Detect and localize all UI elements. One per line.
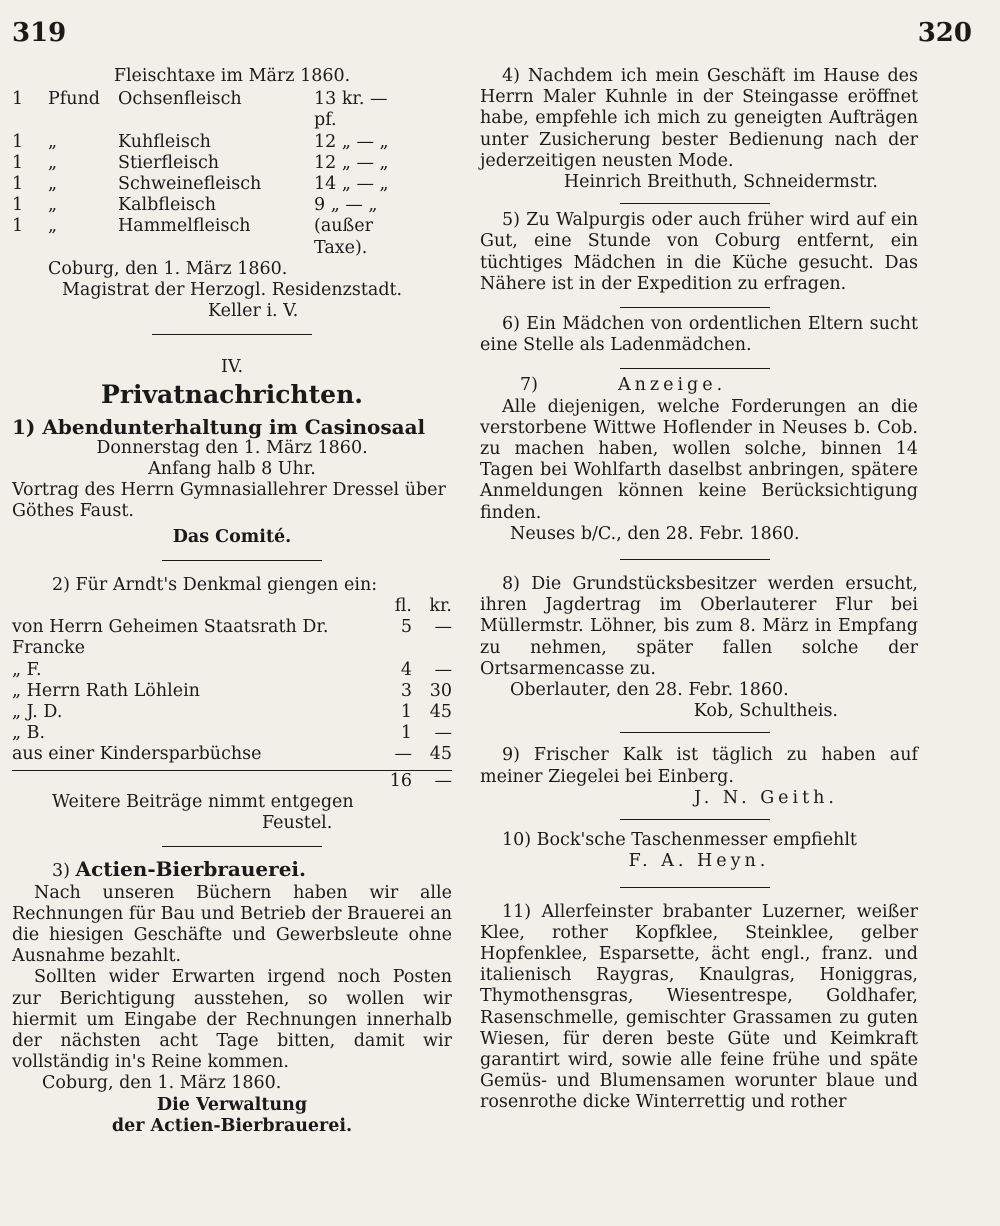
item2-footer: Weitere Beiträge nimmt entgegen	[52, 791, 354, 812]
item8-signer: Kob, Schultheis.	[693, 701, 838, 722]
item1-line1: Vortrag des Herrn Gymnasiallehrer Dressel über	[12, 480, 446, 501]
item3-signer2: der Actien-Bierbrauerei.	[111, 1115, 353, 1136]
right-column	[480, 66, 918, 1114]
fleischtaxe-authority: Magistrat der Herzogl. Residenzstadt.	[62, 280, 403, 301]
item9-signer: J. N. Geith.	[694, 787, 838, 808]
table-row: 1 „ Stierfleisch 12 „ — „	[12, 152, 389, 173]
item1-line2: Göthes Faust.	[12, 501, 134, 522]
item3-date: Coburg, den 1. März 1860.	[42, 1073, 282, 1094]
item6-text: 6) Ein Mädchen von ordentlichen Eltern sucht eine Stelle als Ladenmädchen.	[480, 314, 918, 356]
donation-header: fl. kr.	[394, 596, 452, 617]
item7-date: Neuses b/C., den 28. Febr. 1860.	[510, 523, 800, 544]
table-row: 1 „ Hammelfleisch (außer Taxe).	[12, 216, 373, 258]
item8-date: Oberlauter, den 28. Febr. 1860.	[510, 680, 789, 701]
item1-time: Anfang halb 8 Uhr.	[148, 459, 316, 480]
section-title: Privatnachrichten.	[101, 379, 363, 409]
left-column	[12, 66, 452, 1137]
divider	[620, 732, 770, 733]
item3-signer1: Die Verwaltung	[156, 1094, 308, 1115]
page-number-left: 319	[12, 18, 67, 48]
divider	[620, 368, 770, 369]
list-item: „ J. D. 1 45	[12, 702, 452, 723]
list-item: von Herrn Geheimen Staatsrath Dr. Francke 5 —	[12, 617, 452, 659]
fleischtaxe-date: Coburg, den 1. März 1860.	[48, 258, 288, 279]
divider	[620, 307, 770, 308]
item5-text: 5) Zu Walpurgis oder auch früher wird auf ein Gut, eine Stunde von Coburg entfernt, ein tüchtiges Mädchen in die Küche gesucht. Das Nähere ist in der Expedition zu erfragen.	[480, 210, 918, 294]
item8-text: 8) Die Grundstücksbesitzer werden ersucht, ihren Jagdertrag im Oberlauterer Flur bei Müllermstr. Löhner, bis zum 8. März in Empfang zu nehmen, später fallen solche der Ortsarmencasse zu.	[480, 574, 918, 679]
table-row: 1 „ Schweinefleisch 14 „ — „	[12, 174, 389, 195]
list-item: „ B. 1 —	[12, 723, 452, 744]
fleischtaxe-table	[12, 89, 452, 259]
table-row: 1 Pfund Ochsenfleisch 13 kr. — pf.	[12, 89, 388, 131]
item7-text: Alle diejenigen, welche Forderungen an die verstorbene Wittwe Hoflender in Neuses b. Cob. zu machen haben, wollen solche, binnen 14 Tagen bei Wohlfarth daselbst anbringen, spätere Anmeldungen können keine Berücksichtigung finden.	[480, 396, 918, 523]
divider	[620, 819, 770, 820]
item1-signer: Das Comité.	[172, 526, 292, 547]
item11-text: 11) Allerfeinster brabanter Luzerner, weißer Klee, rother Kopfklee, Steinklee, gelber Hopfenklee, Esparsette, ächt engl., franz. und italienisch Raygras, Knaulgras, Honiggras, Thymothensgras, Wiesentrespe, Goldhafer, Rasenschmelle, gemischter Grassamen zu guten Wiesen, für deren beste Güte und Keimkraft garantirt wird, sowie alle feine frühe und späte Gemüs- und Blumensamen worunter blaue und rosenrothe dicke Winterrettig und rother	[480, 901, 918, 1113]
list-item: „ Herrn Rath Löhlein 3 30	[12, 680, 452, 701]
item2-signer: Feustel.	[262, 813, 333, 834]
divider	[152, 334, 312, 335]
list-item: aus einer Kindersparbüchse — 45	[12, 744, 452, 765]
item3-para2: Sollten wider Erwarten irgend noch Posten zur Berichtigung ausstehen, so wollen wir hiermit um Eingabe der Rechnungen innerhalb der nächsten acht Tage bitten, damit wir vollständig in's Reine kommen.	[12, 967, 452, 1073]
item1-date: Donnerstag den 1. März 1860.	[96, 437, 368, 458]
divider	[620, 203, 770, 204]
item9-text: 9) Frischer Kalk ist täglich zu haben auf meiner Ziegelei bei Einberg.	[480, 745, 918, 787]
item7-heading: 7) Anzeige.	[520, 375, 727, 396]
section-number: IV.	[220, 357, 244, 378]
item3-para1: Nach unseren Büchern haben wir alle Rechnungen für Bau und Betrieb der Brauerei an die hiesigen Geschäfte und Gewerbsleute ohne Ausnahme bezahlt.	[12, 882, 452, 967]
table-row: 1 „ Kuhfleisch 12 „ — „	[12, 131, 389, 152]
donation-total: 16 —	[12, 770, 452, 792]
divider	[162, 846, 322, 847]
divider	[620, 559, 770, 560]
divider	[620, 887, 770, 888]
item3-heading: 3) Actien-Bierbrauerei.	[52, 857, 306, 882]
page-number-right: 320	[917, 18, 972, 48]
item1-title: 1) Abendunterhaltung im Casinosaal	[12, 414, 426, 439]
divider	[162, 560, 322, 561]
table-row: 1 „ Kalbfleisch 9 „ — „	[12, 195, 378, 216]
list-item: „ F. 4 —	[12, 659, 452, 680]
item4-signer: Heinrich Breithuth, Schneidermstr.	[563, 172, 878, 193]
fleischtaxe-signer: Keller i. V.	[208, 301, 299, 322]
item4-text: 4) Nachdem ich mein Geschäft im Hause des Herrn Maler Kuhnle in der Steingasse eröffnet habe, empfehle ich mich zu geneigten Aufträgen unter Zusicherung bester Bedienung nach der jederzeitigen neusten Mode.	[480, 66, 918, 171]
item10-text: 10) Bock'sche Taschenmesser empfiehlt	[502, 830, 857, 851]
fleischtaxe-title: Fleischtaxe im März 1860.	[113, 66, 351, 86]
item2-intro: 2) Für Arndt's Denkmal giengen ein:	[52, 574, 378, 595]
item10-signer: F. A. Heyn.	[628, 851, 770, 872]
